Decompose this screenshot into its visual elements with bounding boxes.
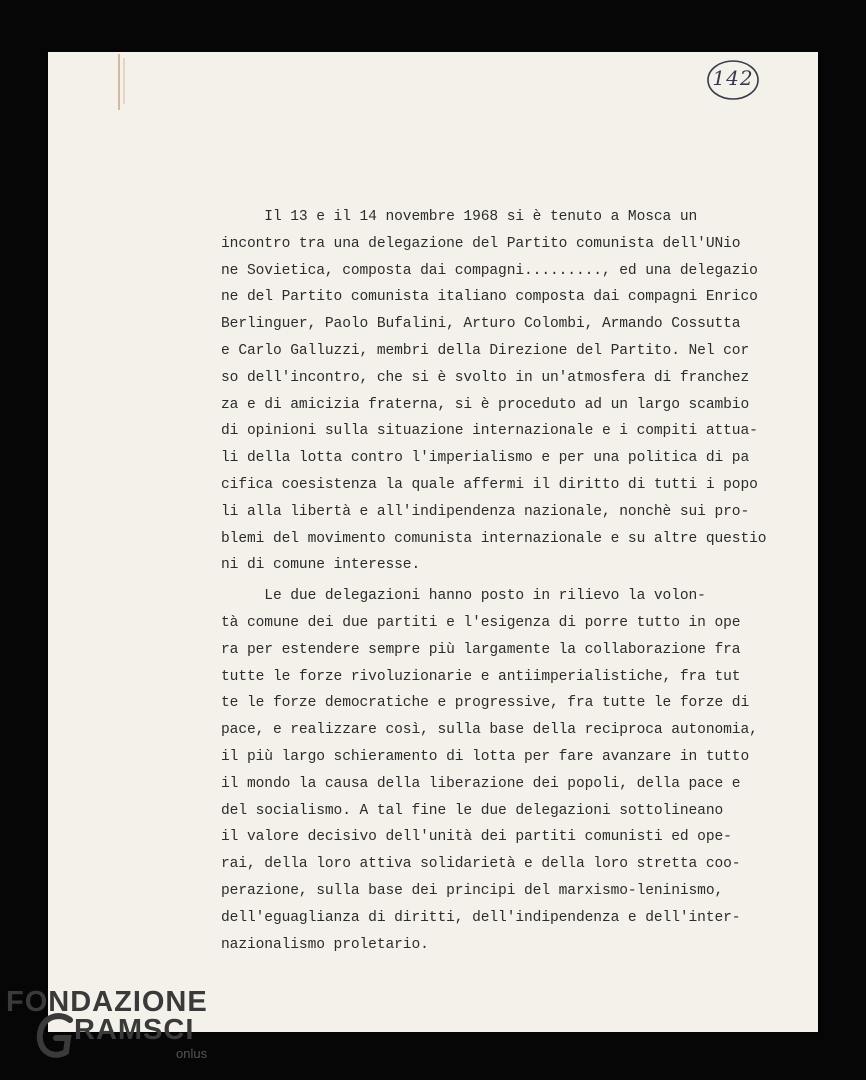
text-line: perazione, sulla base dei principi del marxismo-leninismo, (221, 882, 724, 899)
text-line: di opinioni sulla situazione internazionale e i compiti attua- (221, 423, 758, 440)
text-line: pace, e realizzare così, sulla base della reciproca autonomia, (221, 722, 758, 739)
text-line: tutte le forze rivoluzionarie e antiimperialistiche, fra tut (221, 668, 741, 685)
watermark-line-2: RAMSCI (74, 1014, 195, 1046)
text-line: il valore decisivo dell'unità dei partiti comunisti ed ope- (221, 829, 732, 846)
text-line: za e di amicizia fraterna, si è proceduto ad un largo scambio (221, 396, 750, 413)
text-line: ra per estendere sempre più largamente la collaborazione fra (221, 641, 741, 658)
text-line: li alla libertà e all'indipendenza nazionale, nonchè sui pro- (221, 503, 750, 520)
text-line: Le due delegazioni hanno posto in rilievo la volon- (221, 588, 706, 605)
text-line: te le forze democratiche e progressive, fra tutte le forze di (221, 695, 750, 712)
text-line: del socialismo. A tal fine le due delegazioni sottolineano (221, 802, 724, 819)
fondazione-gramsci-watermark (0, 984, 230, 1080)
text-line: incontro tra una delegazione del Partito comunista dell'UNio (221, 235, 741, 252)
text-line: il mondo la causa della liberazione dei popoli, della pace e (221, 775, 741, 792)
page-number-text: 142 (712, 66, 754, 90)
text-line: Il 13 e il 14 novembre 1968 si è tenuto a Mosca un (221, 209, 698, 225)
text-line: ne del Partito comunista italiano composta dai compagni Enrico (221, 289, 758, 306)
text-line: blemi del movimento comunista internazionale e su altre questio (221, 530, 767, 547)
text-line: ne Sovietica, composta dai compagni........., ed una delegazio (221, 262, 758, 279)
text-line: li della lotta contro l'imperialismo e per una politica di pa (221, 450, 750, 467)
paragraph-1 (221, 204, 781, 579)
text-line: ni di comune interesse. (221, 557, 421, 574)
margin-tick-mark (116, 54, 130, 112)
text-line: Berlinguer, Paolo Bufalini, Arturo Colombi, Armando Cossutta (221, 316, 741, 333)
document-page (48, 52, 818, 1032)
watermark-line-1: FONDAZIONE (6, 986, 208, 1018)
text-line: e Carlo Galluzzi, membri della Direzione del Partito. Nel cor (221, 342, 750, 359)
typewritten-body (221, 204, 781, 958)
handwritten-page-number (706, 58, 760, 102)
text-line: nazionalismo proletario. (221, 936, 429, 953)
text-line: cifica coesistenza la quale affermi il diritto di tutti i popo (221, 476, 758, 493)
text-line: so dell'incontro, che si è svolto in un'atmosfera di franchez (221, 369, 750, 386)
watermark-suffix: onlus (176, 1046, 208, 1061)
text-line: il più largo schieramento di lotta per fare avanzare in tutto (221, 748, 750, 765)
text-line: rai, della loro attiva solidarietà e della loro stretta coo- (221, 856, 741, 873)
text-line: dell'eguaglianza di diritti, dell'indipendenza e dell'inter- (221, 909, 741, 926)
text-line: tà comune dei due partiti e l'esigenza di porre tutto in ope (221, 614, 741, 631)
paragraph-2 (221, 583, 781, 958)
